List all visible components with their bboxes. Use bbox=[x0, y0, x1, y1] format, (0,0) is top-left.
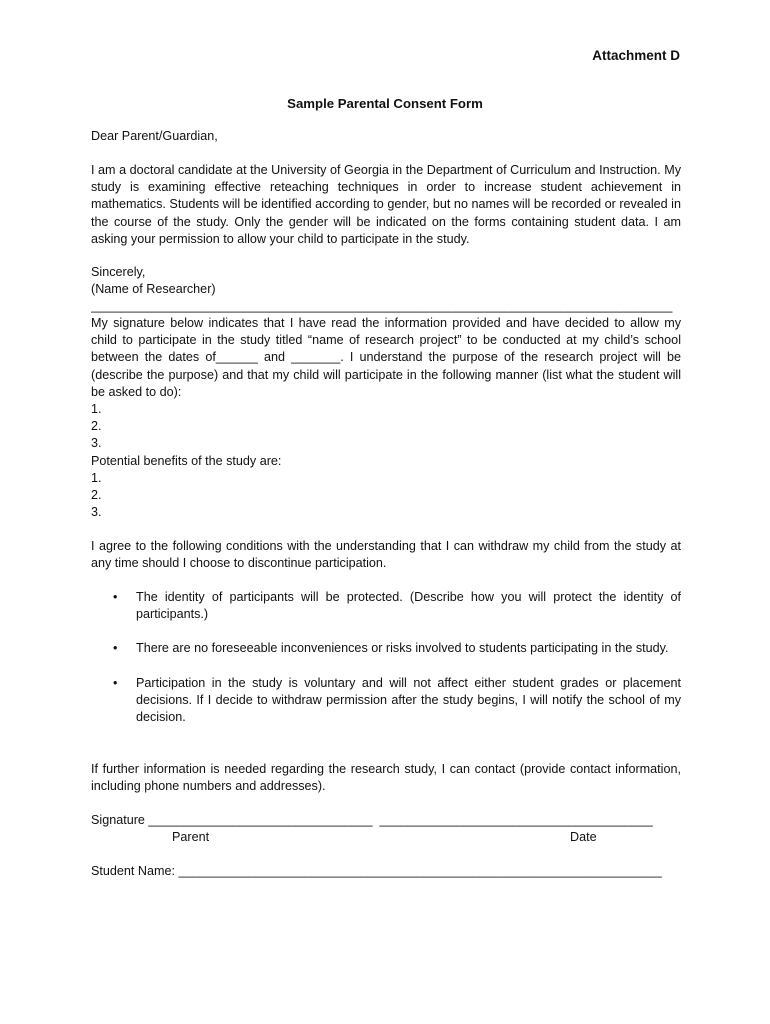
condition-text: Participation in the study is voluntary and will not affect either student grades or placement decisions. If I decide to withdraw permission after the study begins, I will notify the school of my decision. bbox=[136, 675, 681, 725]
closing-text: Sincerely, bbox=[91, 265, 146, 279]
signature-line: Signature ________________________________ _______________________________________ bbox=[91, 813, 653, 827]
salutation-text: Dear Parent/Guardian, bbox=[91, 129, 218, 143]
signature-labels bbox=[91, 829, 681, 846]
bullet-icon: • bbox=[113, 675, 118, 690]
benefit-item: 1. bbox=[91, 470, 102, 485]
divider-line: ___________________________________________________________________________________ bbox=[91, 299, 673, 314]
participation-item: 1. bbox=[91, 402, 102, 417]
consent-text: My signature below indicates that I have read the information provided and have decided to allow my child to participate in the study titled “name of research project” to be conducted at my child’s school between the dates of______ and _______. I understand the purpose of the research project will be (describe the purpose) and that my child will participate in the following manner (list what the student will be asked to do): bbox=[91, 316, 681, 399]
signoff bbox=[91, 264, 681, 316]
benefit-item: 2. bbox=[91, 488, 102, 503]
conditions-text: I agree to the following conditions with the understanding that I can withdraw my child from the study at any time should I choose to discontinue participation. bbox=[91, 539, 681, 571]
student-name-line: Student Name: _____________________________________________________________________ bbox=[91, 864, 662, 878]
condition-item bbox=[91, 675, 681, 727]
intro-text: I am a doctoral candidate at the University of Georgia in the Department of Curriculum and Instruction. My study is examining effective reteaching techniques in order to increase student achievement in mathematics. Students will be identified according to gender, but no names will be recorded or revealed in the course of the study. Only the gender will be indicated on the forms containing student data. I am asking your permission to allow your child to participate in the study. bbox=[91, 163, 681, 246]
benefit-item: 3. bbox=[91, 505, 102, 520]
signature-block bbox=[91, 812, 681, 846]
participation-item: 2. bbox=[91, 419, 102, 434]
student-name-block bbox=[91, 863, 681, 880]
attachment-label: Attachment D bbox=[592, 48, 680, 63]
condition-text: The identity of participants will be protected. (Describe how you will protect the identity of participants.) bbox=[136, 590, 681, 622]
bullet-icon: • bbox=[113, 590, 118, 604]
condition-text: There are no foreseeable inconveniences or risks involved to students participating in the study. bbox=[136, 641, 669, 656]
researcher-name: (Name of Researcher) bbox=[91, 282, 216, 297]
conditions-list bbox=[91, 589, 681, 743]
condition-item bbox=[91, 640, 681, 657]
bullet-icon: • bbox=[113, 641, 118, 656]
contact-text: If further information is needed regarding the research study, I can contact (provide contact information, including phone numbers and addresses). bbox=[91, 762, 681, 794]
consent-paragraph bbox=[91, 315, 681, 521]
date-label: Date bbox=[570, 830, 597, 845]
parent-label: Parent bbox=[172, 830, 210, 845]
contact-paragraph bbox=[91, 761, 681, 795]
salutation bbox=[91, 128, 681, 145]
condition-item bbox=[91, 589, 681, 623]
benefits-heading: Potential benefits of the study are: bbox=[91, 453, 282, 468]
intro-paragraph bbox=[91, 162, 681, 248]
form-title: Sample Parental Consent Form bbox=[287, 96, 483, 111]
participation-item: 3. bbox=[91, 436, 102, 451]
conditions-paragraph bbox=[91, 538, 681, 572]
